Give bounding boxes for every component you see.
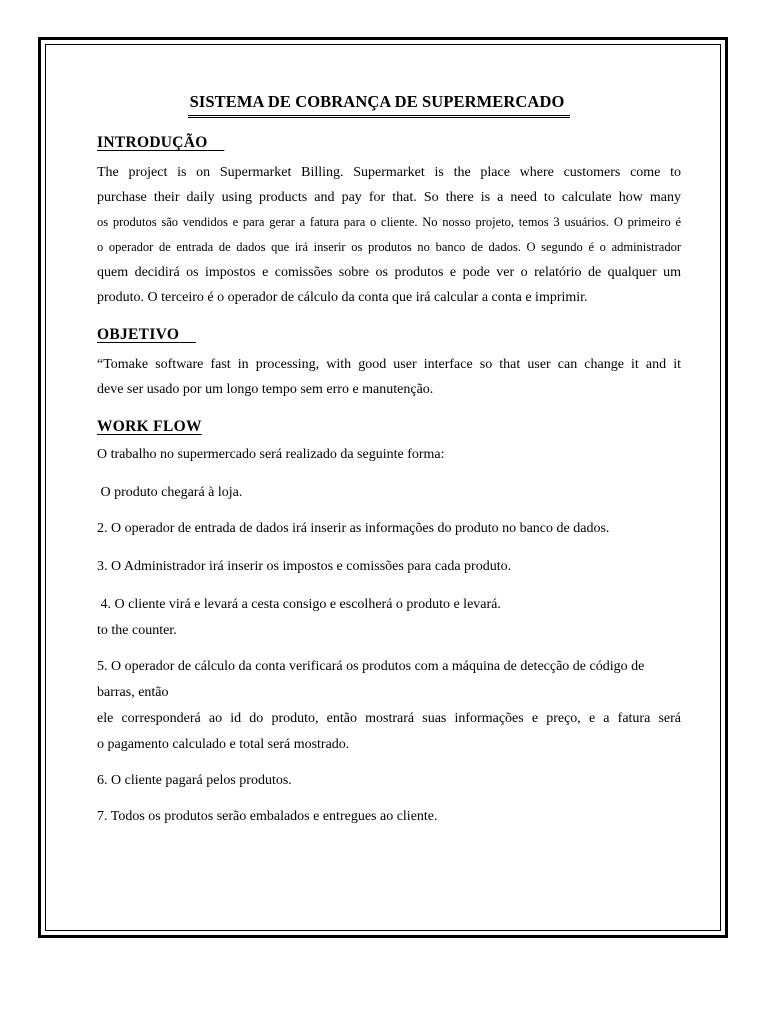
workflow-step-5-line-1: 5. O operador de cálculo da conta verificará os produtos com a máquina de detecção de código de barras, então [97,659,645,700]
title-wrap [77,92,681,118]
workflow-step-6: 6. O cliente pagará pelos produtos. [97,773,292,788]
intro-heading-row [97,134,681,152]
workflow-step-3: 3. O Administrador irá inserir os impostos e comissões para cada produto. [97,559,512,574]
intro-line-3: os produtos são vendidos e para gerar a fatura para o cliente. No nosso projeto, temos 3 usuários. O primeiro é [97,215,681,229]
intro-line-2: purchase their daily using products and pay for that. So there is a need to calculate how many [97,190,681,205]
objective-line-1: “Tomake software fast in processing, with good user interface so that user can change it and it [97,357,681,372]
workflow-intro: O trabalho no supermercado será realizado da seguinte forma: [97,447,445,462]
workflow-heading-row [97,418,681,436]
intro-line-6: produto. O terceiro é o operador de cálculo da conta que irá calcular a conta e imprimir. [97,290,588,305]
intro-line-4: o operador de entrada de dados que irá inserir os produtos no banco de dados. O segundo é o administrador [97,240,681,254]
intro-line-1: The project is on Supermarket Billing. Supermarket is the place where customers come to [97,165,681,180]
objective-line-2: deve ser usado por um longo tempo sem erro e manutenção. [97,382,434,397]
workflow-step-1: O produto chegará à loja. [97,485,243,500]
document-title: SISTEMA DE COBRANÇA DE SUPERMERCADO [188,92,571,118]
workflow-step-4-line-2: to the counter. [97,623,177,638]
workflow-step-4-line-1: 4. O cliente virá e levará a cesta consigo e escolherá o produto e levará. [97,597,501,612]
workflow-heading: WORK FLOW [97,418,202,435]
workflow-step-5-line-3: o pagamento calculado e total será mostrado. [97,737,350,752]
objective-paragraph [97,352,681,402]
intro-heading: INTRODUÇÃO [97,134,208,151]
intro-paragraph [97,160,681,310]
workflow-step-5-line-2: ele corresponderá ao id do produto, então mostrará suas informações e preço, e a fatura será [97,711,681,726]
workflow-list [97,442,681,830]
workflow-step-2: 2. O operador de entrada de dados irá inserir as informações do produto no banco de dados. [97,521,610,536]
objective-heading: OBJETIVO [97,326,180,343]
workflow-step-7: 7. Todos os produtos serão embalados e entregues ao cliente. [97,809,438,824]
intro-line-5: quem decidirá os impostos e comissões sobre os produtos e pode ver o relatório de qualquer um [97,265,681,280]
document-body [97,92,681,830]
objective-heading-row [97,326,681,344]
